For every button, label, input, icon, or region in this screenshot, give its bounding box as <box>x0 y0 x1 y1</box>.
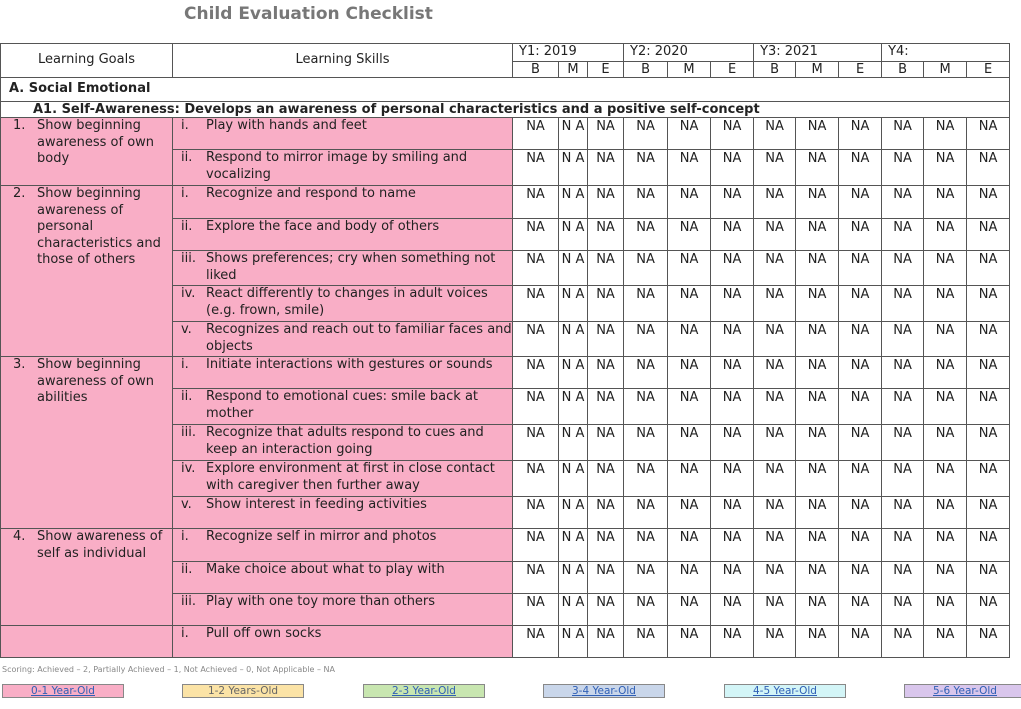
score-cell[interactable]: NA <box>513 425 559 461</box>
score-cell[interactable]: NA <box>754 150 796 186</box>
legend-label: 4-5 Year-Old <box>753 685 817 697</box>
learning-skill <box>173 497 513 529</box>
score-cell[interactable]: NA <box>796 150 839 186</box>
score-cell[interactable]: NA <box>588 150 624 186</box>
header-period-e: E <box>588 62 624 78</box>
score-cell[interactable]: NA <box>796 118 839 150</box>
score-cell[interactable]: NA <box>796 219 839 251</box>
score-cell[interactable]: N A <box>559 389 588 425</box>
score-cell[interactable]: NA <box>624 357 668 389</box>
score-cell[interactable]: NA <box>668 219 711 251</box>
header-period-m: M <box>559 62 588 78</box>
score-cell[interactable]: NA <box>711 357 754 389</box>
table-row <box>1 357 1010 389</box>
score-cell[interactable]: NA <box>796 425 839 461</box>
score-cell[interactable]: NA <box>839 286 882 322</box>
score-cell[interactable]: NA <box>624 286 668 322</box>
score-cell[interactable]: NA <box>839 219 882 251</box>
skill-text: Initiate interactions with gestures or sounds <box>206 357 493 372</box>
score-cell[interactable]: NA <box>668 389 711 425</box>
learning-skill <box>173 322 513 357</box>
score-cell[interactable]: NA <box>588 529 624 562</box>
goal-number: 4. <box>13 529 26 544</box>
score-cell[interactable]: NA <box>513 322 559 357</box>
score-cell[interactable]: NA <box>882 461 924 497</box>
score-cell[interactable]: NA <box>967 461 1010 497</box>
skill-number: ii. <box>181 389 193 404</box>
score-cell[interactable]: NA <box>711 594 754 626</box>
skill-number: iv. <box>181 461 196 476</box>
score-cell[interactable]: NA <box>839 357 882 389</box>
score-cell[interactable]: NA <box>924 425 967 461</box>
legend-item[interactable] <box>904 684 1021 698</box>
score-cell[interactable]: N A <box>559 357 588 389</box>
skill-number: i. <box>181 626 189 641</box>
legend-label: 2-3 Year-Old <box>392 685 456 697</box>
skill-number: i. <box>181 118 189 133</box>
score-cell[interactable]: NA <box>967 219 1010 251</box>
score-cell[interactable]: N A <box>559 425 588 461</box>
skill-text: Shows preferences; cry when something not liked <box>206 251 496 283</box>
goal-text: Show beginning awareness of own abilities <box>37 357 155 405</box>
score-cell[interactable]: NA <box>754 562 796 594</box>
score-cell[interactable]: NA <box>711 286 754 322</box>
score-cell[interactable]: NA <box>796 286 839 322</box>
table-row <box>1 118 1010 150</box>
score-cell[interactable]: NA <box>754 357 796 389</box>
score-cell[interactable]: NA <box>624 562 668 594</box>
score-cell[interactable]: NA <box>588 118 624 150</box>
score-cell[interactable]: NA <box>882 562 924 594</box>
header-period-m: M <box>796 62 839 78</box>
skill-number: iii. <box>181 594 196 609</box>
score-cell[interactable]: NA <box>967 425 1010 461</box>
score-cell[interactable]: NA <box>513 251 559 286</box>
score-cell[interactable]: NA <box>668 286 711 322</box>
score-cell[interactable]: NA <box>796 529 839 562</box>
score-cell[interactable]: NA <box>624 322 668 357</box>
score-cell[interactable]: NA <box>588 219 624 251</box>
score-cell[interactable]: NA <box>711 150 754 186</box>
skill-number: iii. <box>181 251 196 266</box>
learning-skill <box>173 562 513 594</box>
score-cell[interactable]: NA <box>967 626 1010 658</box>
score-cell[interactable]: NA <box>754 461 796 497</box>
header-learning-skills: Learning Skills <box>173 44 513 78</box>
evaluation-table <box>0 43 1010 658</box>
skill-number: iv. <box>181 286 196 301</box>
score-cell[interactable]: NA <box>839 425 882 461</box>
score-cell[interactable]: NA <box>624 529 668 562</box>
score-cell[interactable]: NA <box>924 286 967 322</box>
score-cell[interactable]: NA <box>711 425 754 461</box>
score-cell[interactable]: NA <box>624 626 668 658</box>
score-cell[interactable]: NA <box>754 322 796 357</box>
score-cell[interactable]: NA <box>624 150 668 186</box>
score-cell[interactable]: NA <box>513 529 559 562</box>
header-period-e: E <box>711 62 754 78</box>
score-cell[interactable]: NA <box>754 186 796 219</box>
score-cell[interactable]: NA <box>967 286 1010 322</box>
score-cell[interactable]: N A <box>559 461 588 497</box>
legend-label: 5-6 Year-Old <box>933 685 997 697</box>
table-row <box>1 529 1010 562</box>
score-cell[interactable]: NA <box>588 389 624 425</box>
score-cell[interactable]: NA <box>624 425 668 461</box>
header-learning-goals: Learning Goals <box>1 44 173 78</box>
score-cell[interactable]: NA <box>839 529 882 562</box>
skill-number: i. <box>181 186 189 201</box>
skill-text: Explore environment at first in close contact with caregiver then further away <box>206 461 495 493</box>
score-cell[interactable]: NA <box>924 186 967 219</box>
score-cell[interactable]: NA <box>882 219 924 251</box>
learning-skill <box>173 286 513 322</box>
goal-number: 2. <box>13 186 26 201</box>
score-cell[interactable]: NA <box>588 626 624 658</box>
score-cell[interactable]: NA <box>967 118 1010 150</box>
score-cell[interactable]: NA <box>754 529 796 562</box>
skill-number: i. <box>181 529 189 544</box>
skill-text: Play with one toy more than others <box>206 594 436 609</box>
goal-number: 1. <box>13 118 26 133</box>
scoring-note: Scoring: Achieved – 2, Partially Achieved – 1, Not Achieved – 0, Not Applicable – NA <box>2 665 335 674</box>
header-period-b: B <box>882 62 924 78</box>
score-cell[interactable]: NA <box>839 118 882 150</box>
score-cell[interactable]: NA <box>839 497 882 529</box>
score-cell[interactable]: NA <box>882 251 924 286</box>
score-cell[interactable]: NA <box>588 594 624 626</box>
learning-goal <box>1 118 173 186</box>
score-cell[interactable]: NA <box>924 219 967 251</box>
score-cell[interactable]: NA <box>924 389 967 425</box>
skill-text: Recognize and respond to name <box>206 186 416 201</box>
learning-skill <box>173 425 513 461</box>
skill-text: Explore the face and body of others <box>206 219 440 234</box>
score-cell[interactable]: NA <box>513 219 559 251</box>
section-heading: A. Social Emotional <box>1 78 1010 102</box>
score-cell[interactable]: NA <box>967 357 1010 389</box>
skill-text: Respond to emotional cues: smile back at mother <box>206 389 479 421</box>
score-cell[interactable]: NA <box>711 389 754 425</box>
score-cell[interactable]: NA <box>796 389 839 425</box>
score-cell[interactable]: NA <box>711 322 754 357</box>
score-cell[interactable]: NA <box>668 118 711 150</box>
score-cell[interactable]: NA <box>839 150 882 186</box>
score-cell[interactable]: NA <box>754 389 796 425</box>
goal-text: Show beginning awareness of own body <box>37 118 155 166</box>
score-cell[interactable]: NA <box>839 626 882 658</box>
score-cell[interactable]: NA <box>513 389 559 425</box>
score-cell[interactable]: NA <box>796 562 839 594</box>
header-year-3: Y3: 2021 <box>754 44 882 62</box>
score-cell[interactable]: N A <box>559 529 588 562</box>
legend-item[interactable] <box>543 684 665 698</box>
score-cell[interactable]: NA <box>796 322 839 357</box>
score-cell[interactable]: NA <box>967 186 1010 219</box>
header-period-b: B <box>754 62 796 78</box>
skill-number: v. <box>181 497 192 512</box>
skill-number: ii. <box>181 562 193 577</box>
score-cell[interactable]: N A <box>559 219 588 251</box>
skill-text: Recognize that adults respond to cues and keep an interaction going <box>206 425 484 457</box>
score-cell[interactable]: NA <box>796 461 839 497</box>
score-cell[interactable]: NA <box>924 251 967 286</box>
learning-skill <box>173 150 513 186</box>
score-cell[interactable]: NA <box>668 529 711 562</box>
skill-text: Play with hands and feet <box>206 118 367 133</box>
skill-text: Pull off own socks <box>206 626 322 641</box>
score-cell[interactable]: N A <box>559 251 588 286</box>
score-cell[interactable]: NA <box>754 118 796 150</box>
score-cell[interactable]: NA <box>513 186 559 219</box>
score-cell[interactable]: NA <box>967 322 1010 357</box>
learning-skill <box>173 626 513 658</box>
table-row <box>1 186 1010 219</box>
score-cell[interactable]: NA <box>513 461 559 497</box>
score-cell[interactable]: NA <box>711 118 754 150</box>
score-cell[interactable]: N A <box>559 626 588 658</box>
skill-text: React differently to changes in adult voices (e.g. frown, smile) <box>206 286 488 318</box>
score-cell[interactable]: NA <box>711 529 754 562</box>
page-title: Child Evaluation Checklist <box>184 4 433 24</box>
goal-text: Show beginning awareness of personal characteristics and those of others <box>37 186 161 267</box>
score-cell[interactable]: NA <box>711 461 754 497</box>
legend-label: 1-2 Years-Old <box>207 685 279 697</box>
header-period-e: E <box>967 62 1010 78</box>
score-cell[interactable]: NA <box>882 150 924 186</box>
score-cell[interactable]: NA <box>513 150 559 186</box>
score-cell[interactable]: NA <box>513 357 559 389</box>
score-cell[interactable]: NA <box>668 497 711 529</box>
score-cell[interactable]: NA <box>924 626 967 658</box>
score-cell[interactable]: N A <box>559 562 588 594</box>
goal-number: 3. <box>13 357 26 372</box>
learning-goal <box>1 529 173 626</box>
score-cell[interactable]: NA <box>967 251 1010 286</box>
score-cell[interactable]: NA <box>839 186 882 219</box>
legend-item[interactable] <box>2 684 124 698</box>
header-period-b: B <box>513 62 559 78</box>
score-cell[interactable]: N A <box>559 322 588 357</box>
score-cell[interactable]: NA <box>624 497 668 529</box>
score-cell[interactable]: NA <box>588 562 624 594</box>
score-cell[interactable]: NA <box>924 357 967 389</box>
learning-skill <box>173 529 513 562</box>
skill-number: iii. <box>181 425 196 440</box>
learning-goal <box>1 357 173 529</box>
legend-item <box>182 684 304 698</box>
score-cell[interactable]: NA <box>624 219 668 251</box>
score-cell[interactable]: NA <box>924 461 967 497</box>
score-cell[interactable]: NA <box>668 562 711 594</box>
score-cell[interactable]: NA <box>882 322 924 357</box>
goal-text: Show awareness of self as individual <box>37 529 163 561</box>
score-cell[interactable]: NA <box>924 562 967 594</box>
learning-skill <box>173 594 513 626</box>
score-cell[interactable]: N A <box>559 118 588 150</box>
header-period-e: E <box>839 62 882 78</box>
score-cell[interactable]: NA <box>882 286 924 322</box>
score-cell[interactable]: NA <box>754 286 796 322</box>
score-cell[interactable]: NA <box>796 186 839 219</box>
score-cell[interactable]: NA <box>668 251 711 286</box>
score-cell[interactable]: NA <box>668 594 711 626</box>
score-cell[interactable]: NA <box>796 626 839 658</box>
score-cell[interactable]: NA <box>796 251 839 286</box>
score-cell[interactable]: N A <box>559 186 588 219</box>
score-cell[interactable]: N A <box>559 150 588 186</box>
header-year-1: Y1: 2019 <box>513 44 624 62</box>
score-cell[interactable]: NA <box>624 594 668 626</box>
learning-skill <box>173 251 513 286</box>
score-cell[interactable]: N A <box>559 497 588 529</box>
score-cell[interactable]: NA <box>624 251 668 286</box>
score-cell[interactable]: NA <box>924 118 967 150</box>
score-cell[interactable]: NA <box>924 529 967 562</box>
score-cell[interactable]: NA <box>513 626 559 658</box>
score-cell[interactable]: NA <box>882 186 924 219</box>
skill-text: Respond to mirror image by smiling and vocalizing <box>206 150 468 182</box>
score-cell[interactable]: NA <box>967 529 1010 562</box>
score-cell[interactable]: NA <box>668 186 711 219</box>
score-cell[interactable]: NA <box>711 626 754 658</box>
score-cell[interactable]: NA <box>967 150 1010 186</box>
score-cell[interactable]: NA <box>882 497 924 529</box>
score-cell[interactable]: NA <box>882 594 924 626</box>
header-period-m: M <box>668 62 711 78</box>
legend-item[interactable] <box>724 684 846 698</box>
learning-skill <box>173 389 513 425</box>
learning-skill <box>173 357 513 389</box>
score-cell[interactable]: NA <box>796 594 839 626</box>
score-cell[interactable]: NA <box>796 497 839 529</box>
score-cell[interactable]: NA <box>882 425 924 461</box>
score-cell[interactable]: NA <box>711 251 754 286</box>
score-cell[interactable]: NA <box>513 118 559 150</box>
score-cell[interactable]: NA <box>588 357 624 389</box>
score-cell[interactable]: NA <box>624 118 668 150</box>
score-cell[interactable]: NA <box>924 497 967 529</box>
skill-number: i. <box>181 357 189 372</box>
legend-label: 3-4 Year-Old <box>572 685 636 697</box>
score-cell[interactable]: NA <box>588 497 624 529</box>
skill-number: ii. <box>181 219 193 234</box>
score-cell[interactable]: NA <box>839 251 882 286</box>
score-cell[interactable]: NA <box>513 286 559 322</box>
skill-text: Show interest in feeding activities <box>206 497 427 512</box>
score-cell[interactable]: NA <box>668 425 711 461</box>
score-cell[interactable]: NA <box>967 389 1010 425</box>
score-cell[interactable]: NA <box>839 389 882 425</box>
score-cell[interactable]: NA <box>711 497 754 529</box>
score-cell[interactable]: NA <box>924 594 967 626</box>
learning-skill <box>173 461 513 497</box>
score-cell[interactable]: NA <box>967 497 1010 529</box>
score-cell[interactable]: NA <box>711 186 754 219</box>
legend-label: 0-1 Year-Old <box>31 685 95 697</box>
score-cell[interactable]: NA <box>588 425 624 461</box>
score-cell[interactable]: NA <box>588 251 624 286</box>
score-cell[interactable]: NA <box>668 357 711 389</box>
score-cell[interactable]: NA <box>668 626 711 658</box>
score-cell[interactable]: NA <box>668 150 711 186</box>
skill-number: v. <box>181 322 192 337</box>
header-year-4: Y4: <box>882 44 1010 62</box>
table-row <box>1 626 1010 658</box>
score-cell[interactable]: NA <box>796 357 839 389</box>
score-cell[interactable]: N A <box>559 594 588 626</box>
score-cell[interactable]: NA <box>754 594 796 626</box>
score-cell[interactable]: NA <box>924 150 967 186</box>
learning-skill <box>173 219 513 251</box>
score-cell[interactable]: NA <box>588 186 624 219</box>
score-cell[interactable]: NA <box>754 251 796 286</box>
header-year-2: Y2: 2020 <box>624 44 754 62</box>
learning-skill <box>173 186 513 219</box>
score-cell[interactable]: NA <box>513 594 559 626</box>
score-cell[interactable]: NA <box>754 626 796 658</box>
header-period-m: M <box>924 62 967 78</box>
skill-text: Recognize self in mirror and photos <box>206 529 437 544</box>
score-cell[interactable]: NA <box>839 562 882 594</box>
score-cell[interactable]: NA <box>588 461 624 497</box>
score-cell[interactable]: NA <box>882 529 924 562</box>
skill-number: ii. <box>181 150 193 165</box>
score-cell[interactable]: NA <box>754 219 796 251</box>
score-cell[interactable]: NA <box>754 497 796 529</box>
score-cell[interactable]: NA <box>882 118 924 150</box>
subsection-heading: A1. Self-Awareness: Develops an awareness of personal characteristics and a positive self-concept <box>1 102 1010 118</box>
score-cell[interactable]: NA <box>967 594 1010 626</box>
score-cell[interactable]: NA <box>588 322 624 357</box>
score-cell[interactable]: NA <box>668 322 711 357</box>
legend-item[interactable] <box>363 684 485 698</box>
score-cell[interactable]: NA <box>668 461 711 497</box>
header-period-b: B <box>624 62 668 78</box>
score-cell[interactable]: NA <box>882 357 924 389</box>
score-cell[interactable]: NA <box>839 322 882 357</box>
skill-text: Make choice about what to play with <box>206 562 445 577</box>
learning-skill <box>173 118 513 150</box>
score-cell[interactable]: NA <box>513 562 559 594</box>
learning-goal <box>1 186 173 357</box>
skill-text: Recognizes and reach out to familiar faces and objects <box>206 322 512 354</box>
score-cell[interactable]: NA <box>754 425 796 461</box>
score-cell[interactable]: NA <box>711 219 754 251</box>
score-cell[interactable]: NA <box>882 389 924 425</box>
score-cell[interactable]: NA <box>839 594 882 626</box>
score-cell[interactable]: NA <box>924 322 967 357</box>
score-cell[interactable]: NA <box>711 562 754 594</box>
score-cell[interactable]: NA <box>624 461 668 497</box>
score-cell[interactable]: NA <box>624 186 668 219</box>
score-cell[interactable]: NA <box>882 626 924 658</box>
score-cell[interactable]: N A <box>559 286 588 322</box>
score-cell[interactable]: NA <box>588 286 624 322</box>
score-cell[interactable]: NA <box>624 389 668 425</box>
learning-goal <box>1 626 173 658</box>
score-cell[interactable]: NA <box>839 461 882 497</box>
score-cell[interactable]: NA <box>513 497 559 529</box>
score-cell[interactable]: NA <box>967 562 1010 594</box>
